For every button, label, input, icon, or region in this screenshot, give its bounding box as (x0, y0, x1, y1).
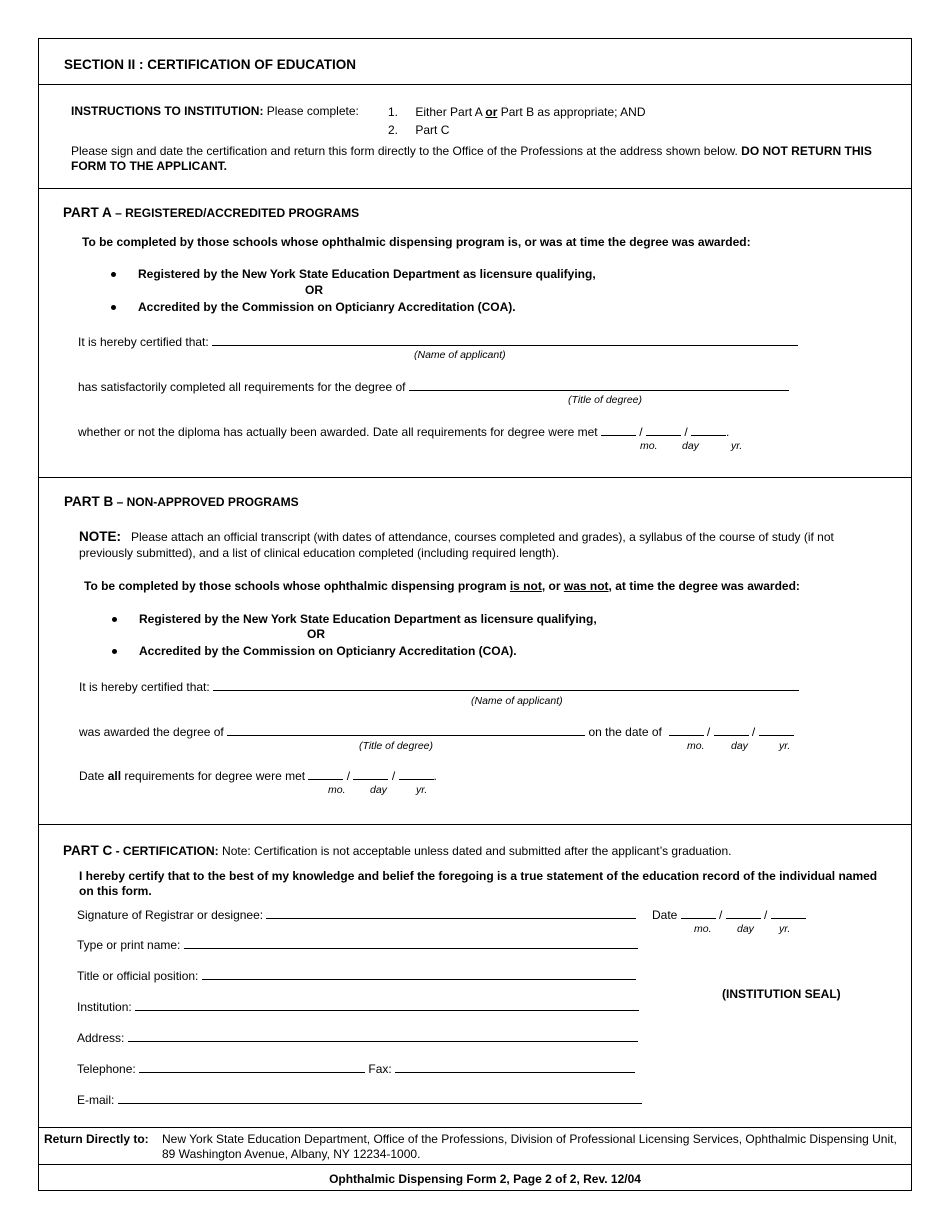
part-b-bullet-2: Accredited by the Commission on Opticianry Accreditation (COA). (139, 644, 517, 658)
day-caption: day (682, 440, 699, 452)
print-name-field[interactable] (184, 937, 638, 949)
email-row: E-mail: (77, 1092, 642, 1107)
divider (39, 188, 911, 189)
date-day-field[interactable] (714, 724, 749, 736)
part-b-or: OR (307, 627, 325, 641)
part-b-heading: PART B – NON-APPROVED PROGRAMS (64, 494, 299, 509)
form-footer: Ophthalmic Dispensing Form 2, Page 2 of 2, Rev. 12/04 (329, 1172, 641, 1186)
part-a-or: OR (305, 283, 323, 297)
divider (39, 1164, 911, 1165)
name-caption: (Name of applicant) (414, 349, 506, 361)
yr-caption: yr. (779, 923, 791, 935)
date-year-field[interactable] (759, 724, 794, 736)
day-caption: day (731, 740, 748, 752)
part-b-bullet-1: Registered by the New York State Education Department as licensure qualifying, (139, 612, 597, 626)
institution-field[interactable] (135, 999, 639, 1011)
part-a-degree-row: has satisfactorily completed all requirements for the degree of (78, 379, 789, 394)
date-day-field[interactable] (726, 907, 761, 919)
telephone-row: Telephone: Fax: (77, 1061, 635, 1076)
date-month-field[interactable] (308, 768, 343, 780)
signature-row: Signature of Registrar or designee: (77, 907, 636, 922)
day-caption: day (370, 784, 387, 796)
print-name-row: Type or print name: (77, 937, 638, 952)
address-field[interactable] (128, 1030, 638, 1042)
signature-field[interactable] (266, 907, 636, 919)
mo-caption: mo. (694, 923, 712, 935)
applicant-name-field[interactable] (213, 679, 799, 691)
part-b-degree-row: was awarded the degree of on the date of / / (79, 724, 794, 739)
instruction-item-1: 1. Either Part A or Part B as appropriate; AND (388, 105, 646, 119)
yr-caption: yr. (731, 440, 743, 452)
degree-title-field[interactable] (409, 379, 789, 391)
return-address: New York State Education Department, Office of the Professions, Division of Professional Licensing Services, Ophthalmic Dispensing Unit, 89 Washington Avenue, Albany, NY 12234-1000. (162, 1132, 897, 1161)
bullet-icon (112, 649, 117, 654)
part-a-bullet-2: Accredited by the Commission on Opticianry Accreditation (COA). (138, 300, 516, 314)
bullet-icon (112, 617, 117, 622)
date-day-field[interactable] (646, 424, 681, 436)
divider (39, 477, 911, 478)
instructions-lead: INSTRUCTIONS TO INSTITUTION: Please complete: (71, 104, 359, 118)
title-row: Title or official position: (77, 968, 636, 983)
part-a-bullet-1: Registered by the New York State Education Department as licensure qualifying, (138, 267, 596, 281)
return-label: Return Directly to: (44, 1132, 149, 1146)
day-caption: day (737, 923, 754, 935)
name-caption: (Name of applicant) (471, 695, 563, 707)
address-row: Address: (77, 1030, 638, 1045)
date-year-field[interactable] (399, 768, 434, 780)
instructions-sign-text: Please sign and date the certification and return this form directly to the Office of the Professions at the address shown below. DO NOT RETURN THIS FORM TO THE APPLICANT. (71, 144, 872, 173)
part-a-certified-row: It is hereby certified that: (78, 334, 798, 349)
date-year-field[interactable] (691, 424, 726, 436)
bullet-icon (111, 305, 116, 310)
telephone-field[interactable] (139, 1061, 365, 1073)
part-b-date-met-row: Date all requirements for degree were met / / . (79, 769, 437, 783)
part-b-intro: To be completed by those schools whose ophthalmic dispensing program is not, or was not, at time the degree was awarded: (84, 579, 800, 593)
divider (39, 84, 911, 85)
date-year-field[interactable] (771, 907, 806, 919)
applicant-name-field[interactable] (212, 334, 798, 346)
fax-field[interactable] (395, 1061, 635, 1073)
divider (39, 824, 911, 825)
title-field[interactable] (202, 968, 636, 980)
mo-caption: mo. (687, 740, 705, 752)
mo-caption: mo. (640, 440, 658, 452)
date-day-field[interactable] (353, 768, 388, 780)
degree-title-field[interactable] (227, 724, 585, 736)
signature-date-row: Date / / (652, 907, 806, 922)
section-title: SECTION II : CERTIFICATION OF EDUCATION (64, 57, 356, 72)
part-a-intro: To be completed by those schools whose ophthalmic dispensing program is, or was at time the degree was awarded: (82, 235, 751, 249)
institution-row: Institution: (77, 999, 639, 1014)
divider (39, 1127, 911, 1128)
date-month-field[interactable] (681, 907, 716, 919)
degree-caption: (Title of degree) (359, 740, 434, 752)
date-month-field[interactable] (669, 724, 704, 736)
institution-seal-label: (INSTITUTION SEAL) (722, 987, 841, 1001)
instruction-item-2: 2. Part C (388, 123, 450, 137)
date-month-field[interactable] (601, 424, 636, 436)
part-a-date-row: whether or not the diploma has actually been awarded. Date all requirements for degree were met / / . (78, 425, 730, 439)
email-field[interactable] (118, 1092, 642, 1104)
part-c-heading: PART C - CERTIFICATION: Note: Certification is not acceptable unless dated and submitted after the applicant’s graduation. (63, 843, 732, 858)
part-a-heading: PART A – REGISTERED/ACCREDITED PROGRAMS (63, 205, 360, 220)
part-b-certified-row: It is hereby certified that: (79, 679, 799, 694)
part-b-note: NOTE: Please attach an official transcript (with dates of attendance, courses completed and grades), a syllabus of the course of study (if not previously submitted), and a list of clinical education completed (including required length). (79, 529, 834, 560)
bullet-icon (111, 272, 116, 277)
mo-caption: mo. (328, 784, 346, 796)
yr-caption: yr. (416, 784, 428, 796)
yr-caption: yr. (779, 740, 791, 752)
degree-caption: (Title of degree) (568, 394, 643, 406)
part-c-statement: I hereby certify that to the best of my knowledge and belief the foregoing is a true statement of the education record of the individual named on this form. (79, 869, 878, 898)
